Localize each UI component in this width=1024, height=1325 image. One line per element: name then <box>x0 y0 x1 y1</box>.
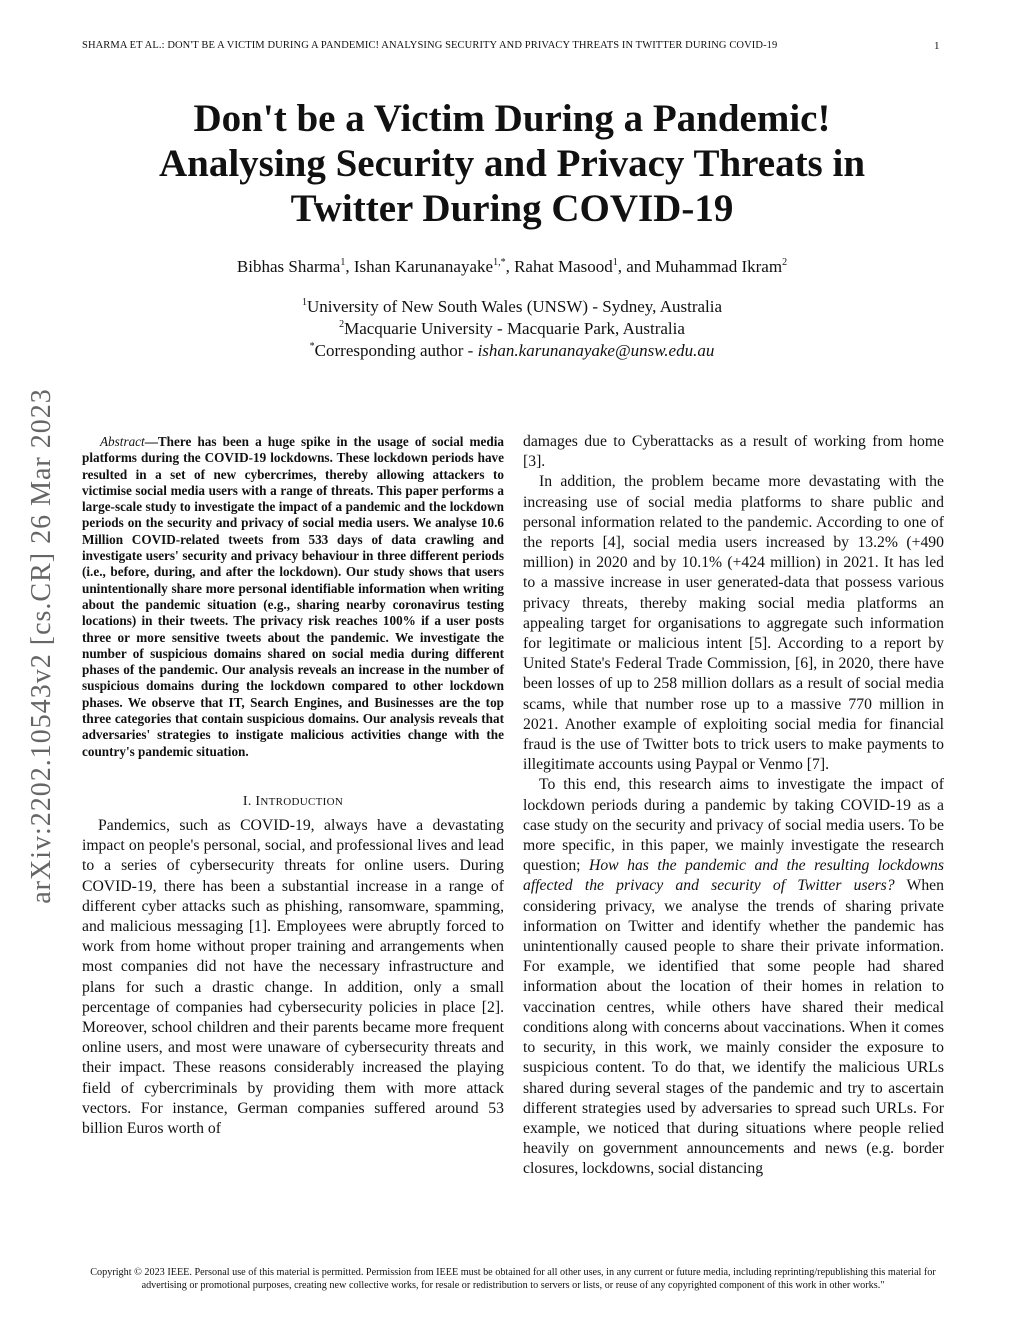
arxiv-sidebar <box>12 346 72 946</box>
abstract-text: There has been a huge spike in the usage of social media platforms during the COVID-19 lockdowns. These lockdown periods have resulted in a set of new cybercrimes, thereby allowing attackers to victimise social media users with a range of threats. This paper performs a large-scale study to investigate the impact of a pandemic and the lockdown periods on the security and privacy of social media users. We analyse 10.6 Million COVID-related tweets from 533 days of data crawling and investigate users' security and privacy behaviour in three different periods (i.e., before, during, and after the lockdown). Our study shows that users unintentionally share more personal identifiable information when writing about the pandemic situation (e.g., sharing nearby coronavirus testing locations) in their tweets. The privacy risk reaches 100% if a user posts three or more sensitive tweets about the pandemic. We investigate the number of suspicious domains shared on social media during different phases of the pandemic. Our analysis reveals an increase in the number of suspicious domains during the lockdown compared to other lockdown phases. We observe that IT, Search Engines, and Businesses are the top three categories that contain suspicious domains. Our analysis reveals that adversaries' strategies to instigate malicious activities change with the country's pandemic situation. <box>82 434 504 759</box>
corresponding-author <box>80 340 944 362</box>
section-number: I. <box>242 793 256 809</box>
title-line-2: Analysing Security and Privacy Threats in <box>158 142 866 185</box>
paragraph-text: When considering privacy, we analyse the trends of sharing private information on Twitter and identify whether the pandemic has unintentionally caused people to share their private information. For example, we identified that some people had shared information about the location of their homes in relation to vaccination centres, while others have shared their medical conditions along with concerns about vaccinations. When it comes to security, in this work, we mainly consider the exposure to suspicious content. To do that, we identify the malicious URLs shared during several stages of the pandemic and try to ascertain different strategies used by adversaries to spread such URLs. For example, we noticed that during situations where people relied heavily on government announcements and news (e.g. border closures, lockdowns, social distancing <box>523 877 944 1178</box>
intro-paragraph-1: Pandemics, such as COVID-19, always have a devastating impact on people's personal, social, and professional lives and lead to a series of cybersecurity threats for online users. During COVID-19, there has been a substantial increase in a range of different cyber attacks such as phishing, ransomware, spamming, and malicious messaging [1]. Employees were abruptly forced to work from home without proper training and arrangements when most companies did not have the necessary infrastructure and plans for such a drastic change. In addition, only a small percentage of companies had cybersecurity policies in place [2]. Moreover, school children and their parents became more frequent online users, and most were unaware of cybersecurity threats and their impact. These reasons considerably increased the playing field of cybercriminals by providing them with more attack vectors. For instance, German companies suffered around 53 billion Euros worth of <box>82 816 504 1137</box>
arxiv-identifier: arXiv:2202.10543v2 [cs.CR] 26 Mar 2023 <box>26 388 57 904</box>
author-separator: , <box>505 257 515 276</box>
author-list <box>80 257 944 277</box>
author-affiliation-mark: 2 <box>782 257 788 268</box>
affiliation-mark: 2 <box>339 319 345 330</box>
corresponding-email: ishan.karunanayake@unsw.edu.au <box>477 341 715 360</box>
affiliation-2 <box>80 318 944 340</box>
intro-paragraph-1-continued: damages due to Cyberattacks as a result of working from home [3]. <box>523 433 944 471</box>
copyright-notice: Copyright © 2023 IEEE. Personal use of this material is permitted. Permission from IEEE must be obtained for all other uses, in any current or future media, including reprinting/republishing this material for advertising or promotional purposes, creating new collective works, for resale or redistribution to servers or lists, or reuse of any copyrighted component of this work in other works." <box>90 1267 936 1291</box>
author-affiliation-mark: 1 <box>340 257 346 268</box>
left-column <box>82 434 504 1139</box>
author-name: Muhammad Ikram <box>655 257 783 276</box>
abstract-dash: — <box>144 434 158 449</box>
paragraph-text: To this end, this research aims to investigate the impact of lockdown periods during a pandemic by taking COVID-19 as a case study on the security and privacy of social media users. To be more specific, in this paper, we mainly investigate the research question; <box>523 776 944 875</box>
intro-paragraph-2: In addition, the problem became more devastating with the increasing use of social media platforms to share public and personal information related to the pandemic. According to one of the reports [4], social media users increased by 13.2% (+490 million) in 2020 and by 10.1% (+424 million) in 2021. It has led to a massive increase in user generated-data that possess various privacy threats, thereby making social media platforms an appealing target for organisations to aggregate such information for legitimate or malicious intent [5]. According to a report by United State's Federal Trade Commission, [6], in 2020, there have been losses of up to 258 million dollars as a result of social media scams, while that number rose up to a massive 770 million in 2021. Another example of exploiting social media for financial fraud is the use of Twitter bots to trick users to make payments to illegitimate accounts using Paypal or Venmo [7]. <box>523 473 944 774</box>
right-column <box>523 432 944 1180</box>
title-line-1: Don't be a Victim During a Pandemic! <box>193 97 831 140</box>
paper-title <box>80 96 944 231</box>
author-separator: , and <box>617 257 656 276</box>
affiliation-text: Macquarie University - Macquarie Park, Australia <box>344 319 685 338</box>
page-number: 1 <box>934 40 940 52</box>
affiliation-1 <box>80 296 944 318</box>
author-affiliation-mark: 1,* <box>493 257 506 268</box>
author-name: Ishan Karunanayake <box>353 257 494 276</box>
affiliation-text: University of New South Wales (UNSW) - Sydney, Australia <box>306 297 723 316</box>
author-separator: , <box>345 257 354 276</box>
abstract <box>82 434 504 760</box>
author-name: Bibhas Sharma <box>236 257 341 276</box>
corresponding-label: Corresponding author - <box>314 341 478 360</box>
section-title-rest: NTRODUCTION <box>260 795 344 808</box>
intro-paragraph-3 <box>523 775 944 1179</box>
section-title-initial: I <box>255 793 261 809</box>
affiliations <box>80 296 944 362</box>
affiliation-mark: * <box>309 341 315 352</box>
section-heading-introduction <box>82 794 504 810</box>
title-line-3: Twitter During COVID-19 <box>290 187 734 230</box>
abstract-label: Abstract <box>100 434 145 449</box>
affiliation-mark: 1 <box>301 297 307 308</box>
research-question: How has the pandemic and the resulting lockdowns affected the privacy and security of Twitter users? <box>523 857 944 895</box>
running-head: SHARMA ET AL.: DON'T BE A VICTIM DURING A PANDEMIC! ANALYSING SECURITY AND PRIVACY THREATS IN TWITTER DURING COVID-19 <box>82 40 778 51</box>
author-affiliation-mark: 1 <box>612 257 618 268</box>
author-name: Rahat Masood <box>514 257 613 276</box>
